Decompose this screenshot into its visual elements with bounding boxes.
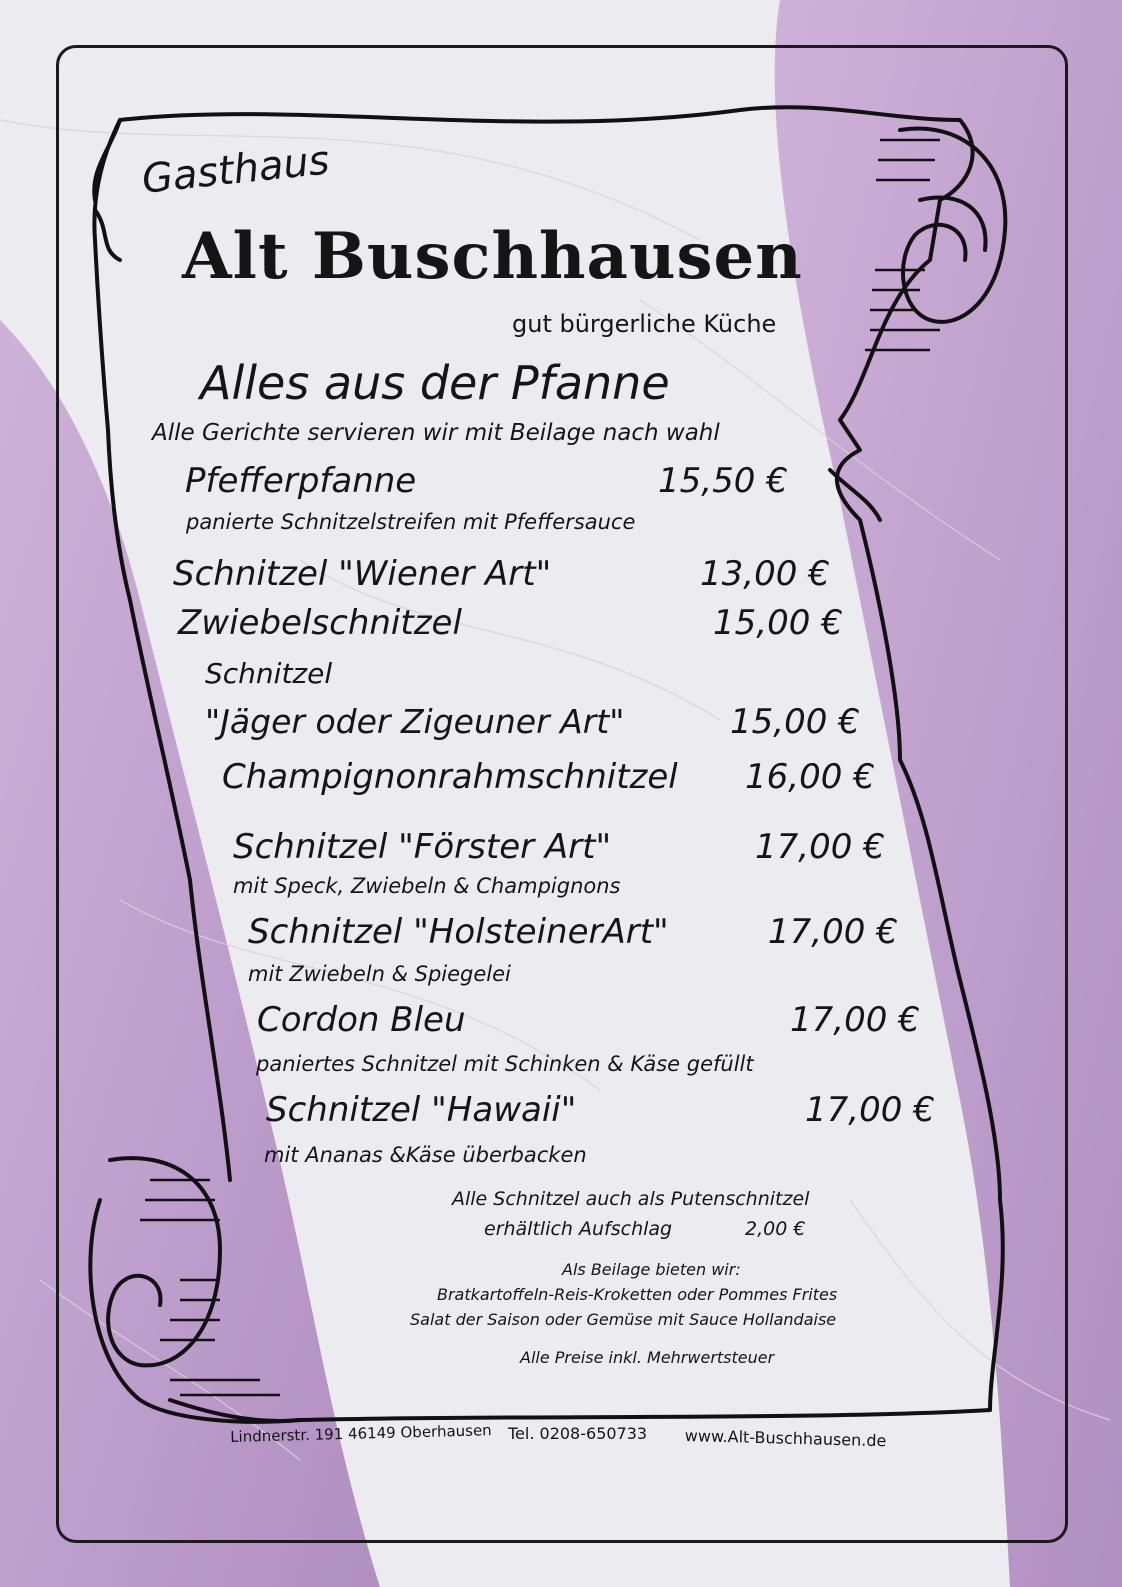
menu-item-price: 17,00 € xyxy=(805,1090,935,1130)
section-subtitle: Alle Gerichte servieren wir mit Beilage nach wahl xyxy=(152,420,720,446)
menu-item-price: 17,00 € xyxy=(755,827,885,867)
menu-item-name: Pfefferpfanne xyxy=(185,461,417,501)
footer-website: www.Alt-Buschhausen.de xyxy=(684,1426,887,1451)
pre-title: Gasthaus xyxy=(139,137,332,203)
menu-item-description: mit Zwiebeln & Spiegelei xyxy=(248,962,511,986)
tagline: gut bürgerliche Küche xyxy=(512,310,777,338)
menu-item-description: mit Ananas &Käse überbacken xyxy=(264,1143,587,1167)
turkey-note-line2: erhältlich Aufschlag xyxy=(484,1218,673,1240)
menu-item-name: Zwiebelschnitzel xyxy=(178,603,462,643)
footer-phone: Tel. 0208-650733 xyxy=(508,1424,648,1443)
menu-item-name: Schnitzel "Wiener Art" xyxy=(173,554,552,594)
menu-item-price: 16,00 € xyxy=(745,757,875,797)
menu-item-price: 17,00 € xyxy=(768,912,898,952)
menu-item-name: "Jäger oder Zigeuner Art" xyxy=(205,702,625,741)
footer-address: Lindnerstr. 191 46149 Oberhausen xyxy=(229,1421,492,1446)
side-dishes-line2: Salat der Saison oder Gemüse mit Sauce Hollandaise xyxy=(410,1310,837,1329)
menu-item-price: 17,00 € xyxy=(790,1000,920,1040)
menu-item-prefix: Schnitzel xyxy=(205,657,333,690)
menu-item-price: 15,00 € xyxy=(713,603,843,643)
menu-item-description: mit Speck, Zwiebeln & Champignons xyxy=(233,874,621,898)
side-dishes-heading: Als Beilage bieten wir: xyxy=(562,1260,741,1279)
menu-item-name: Schnitzel "Hawaii" xyxy=(266,1090,577,1130)
turkey-note-line1: Alle Schnitzel auch als Putenschnitzel xyxy=(452,1188,810,1210)
menu-item-name: Cordon Bleu xyxy=(257,1000,466,1040)
menu-item-price: 15,50 € xyxy=(658,461,788,501)
side-dishes-line1: Bratkartoffeln-Reis-Kroketten oder Pommes Frites xyxy=(437,1285,838,1304)
menu-item-price: 13,00 € xyxy=(700,554,830,594)
menu-item-price: 15,00 € xyxy=(730,702,860,742)
menu-item-name: Schnitzel "HolsteinerArt" xyxy=(248,912,669,952)
vat-note: Alle Preise inkl. Mehrwertsteuer xyxy=(520,1348,775,1367)
menu-item-name: Schnitzel "Förster Art" xyxy=(233,827,612,867)
menu-item-description: panierte Schnitzelstreifen mit Pfeffersauce xyxy=(186,510,636,534)
menu-item-description: paniertes Schnitzel mit Schinken & Käse gefüllt xyxy=(256,1052,754,1076)
turkey-note-price: 2,00 € xyxy=(745,1218,806,1240)
restaurant-name: Alt Buschhausen xyxy=(182,219,803,294)
section-title: Alles aus der Pfanne xyxy=(200,356,670,410)
menu-item-name: Champignonrahmschnitzel xyxy=(222,757,678,797)
